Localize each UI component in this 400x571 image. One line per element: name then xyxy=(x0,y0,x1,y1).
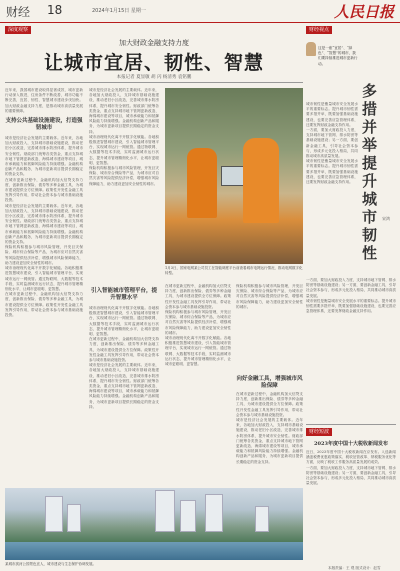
article-column xyxy=(89,88,159,284)
article-paragraph: 城市是经济社会发展的主要载体。近年来，各地加大财政投入，支持城市基础设施建设，推动老旧小区改造，完善城市排水防涝体系，提升城市安全韧性。财政部门统筹各类资金，重点支持城市地下管网更新改造、海绵城市建设等项目，城市承载能力和抵御风险能力持续增强。金融机构创新产品和服务，为城市更新项目提供长期稳定的资金支持。 xyxy=(236,418,303,464)
article-column xyxy=(89,306,159,484)
commentary-paragraph: 城市韧性是衡量城市安全发展水平的重要标志。提升城市韧性需要多措并举，既要加强基础设施建设，也要完善应急管理体系，还要发挥财政金融支持作用。 xyxy=(306,159,358,185)
article-kicker: 加大财政金融支持力度 xyxy=(119,39,189,47)
commentary-author: 宋鸿 xyxy=(382,216,390,221)
article-paragraph: 保险机构积极参与城市风险管理，开发巨灾保险、城市综合保险等产品，为城市应对自然灾害等风险提供经济补偿，增强城市风险保障能力，助力建设更加安全韧性的城市。 xyxy=(5,245,83,265)
commentary-paragraph: 一方面，要加大财政投入力度，支持城市地下管网、排水防涝等基础设施建设；另一方面，要创新金融工具，引导社会资本参与，形成多元化投入格局，共同推动城市高质量发展。 xyxy=(306,128,358,159)
worker-figure xyxy=(187,148,217,218)
pull-quote: 这是一座“宜居”、“绿色”、“智慧”的城市，我们要持续推进城市更新行动。 xyxy=(318,46,358,66)
article-byline: 本报记者 夏显敏 胡 闪 杨清秀 袁铭鹏 xyxy=(116,75,192,80)
news-flash-paragraph: 一方面，要加大财政投入力度，支持城市地下管网、排水防涝等基础设施建设；另一方面，要创新金融工具，引导社会资本参与，形成多元化投入格局，共同推动城市高质量发展。 xyxy=(306,465,396,486)
building xyxy=(180,500,196,532)
divider xyxy=(306,424,396,425)
building xyxy=(255,506,269,532)
article-paragraph: 城市是经济社会发展的主要载体。近年来，各地加大财政投入，支持城市基础设施建设，推动老旧小区改造，完善城市排水防涝体系，提升城市安全韧性。财政部门统筹各类资金，重点支持城市地下管网更新改造、海绵城市建设等项目，城市承载能力和抵御风险能力持续增强。金融机构创新产品和服务，为城市更新项目提供长期稳定的资金支持。 xyxy=(5,203,83,245)
sidebar-commentary xyxy=(306,26,396,570)
article-paragraph: 城市是经济社会发展的主要载体。近年来，各地加大财政投入，支持城市基础设施建设，推动老旧小区改造，完善城市排水防涝体系，提升城市安全韧性。财政部门统筹各类资金，重点支持城市地下管网更新改造、海绵城市建设等项目，城市承载能力和抵御风险能力持续增强。金融机构创新产品和服务，为城市更新项目提供长期稳定的资金支持。 xyxy=(5,136,83,177)
building xyxy=(67,504,81,532)
article-paragraph: 在城市更新过程中，金融机构加大信贷支持力度，创新推出保险、债券等多种金融工具，为城市建设提供全方位保障。政策性开发性金融工具发挥引导作用，带动社会资本参与城市基础设施投资。 xyxy=(236,392,303,417)
article-paragraph: 保险机构积极参与城市风险管理，开发巨灾保险、城市综合保险等产品，为城市应对自然灾害等风险提供经济补偿，增强城市风险保障能力，助力建设更加安全韧性的城市。 xyxy=(165,310,231,335)
subhead: 引入智能城市管理平台，提升智慧水平 xyxy=(90,288,157,301)
smart-grid-photo xyxy=(165,88,303,264)
article-column xyxy=(236,392,303,484)
commentary-paragraph: 城市韧性是衡量城市安全发展水平的重要标志。提升城市韧性需要多措并举，既要加强基础设施建设，也要完善应急管理体系，还要发挥财政金融支持作用。 xyxy=(306,298,396,314)
page-number: 18 xyxy=(47,3,63,17)
worker-figure xyxy=(243,138,279,223)
newspaper-logo: 人民日报 xyxy=(333,3,394,21)
article-column xyxy=(165,284,231,484)
article-paragraph: 城市治理现代化离不开数字化赋能。各地积极推进智慧城市建设，引入智能城市管理平台，实现城市运行一网统管。通过物联网、大数据等技术手段，实时监测城市运行状态，提升城市管理精细化水平，让城市更聪明、更智慧。 xyxy=(5,266,83,291)
building xyxy=(45,496,63,532)
section-tag: 财经短波 xyxy=(306,428,332,436)
building xyxy=(205,494,223,532)
main-article xyxy=(5,26,303,566)
divider xyxy=(5,82,303,83)
article-paragraph: 保险机构积极参与城市风险管理，开发巨灾保险、城市综合保险等产品，为城市应对自然灾害等风险提供经济补偿，增强城市风险保障能力，助力建设更加安全韧性的城市。 xyxy=(89,166,159,186)
article-intro: 近年来，我国城市建设取得显著成效，城市更新行动深入推进，住房条件不断改善，城市功能不断完善，宜居、韧性、智慧城市建设步伐加快。加大财政金融支持力度，是推动城市高质量发展的重要保障。 xyxy=(5,88,83,113)
page-header xyxy=(0,0,400,23)
article-paragraph: 城市治理现代化离不开数字化赋能。各地积极推进智慧城市建设，引入智能城市管理平台，实现城市运行一网统管。通过物联网、大数据等技术手段，实时监测城市运行状态，提升城市管理精细化水平，让城市更聪明、更智慧。 xyxy=(89,306,159,337)
article-paragraph: 城市是经济社会发展的主要载体。近年来，各地加大财政投入，支持城市基础设施建设，推动老旧小区改造，完善城市排水防涝体系，提升城市安全韧性。财政部门统筹各类资金，重点支持城市地下管网更新改造、海绵城市建设等项目，城市承载能力和抵御风险能力持续增强。金融机构创新产品和服务，为城市更新项目提供长期稳定的资金支持。 xyxy=(89,88,159,134)
building xyxy=(155,490,175,532)
commentary-paragraph: 一方面，要加大财政投入力度，支持城市地下管网、排水防涝等基础设施建设；另一方面，要创新金融工具，引导社会资本参与，形成多元化投入格局，共同推动城市高质量发展。 xyxy=(306,278,396,298)
commentary-column xyxy=(306,278,396,428)
subhead: 支持公共基础设施建设，打造强韧城市 xyxy=(5,118,83,132)
article-paragraph: 保险机构积极参与城市风险管理，开发巨灾保险、城市综合保险等产品，为城市应对自然灾害等风险提供经济补偿，增强城市风险保障能力，助力建设更加安全韧性的城市。 xyxy=(236,284,303,309)
section-tag: 深度观察 xyxy=(5,26,31,34)
article-paragraph: 城市治理现代化离不开数字化赋能。各地积极推进智慧城市建设，引入智能城市管理平台，实现城市运行一网统管。通过物联网、大数据等技术手段，实时监测城市运行状态，提升城市管理精细化水平，让城市更聪明、更智慧。 xyxy=(165,336,231,367)
article-headline: 让城市宜居、韧性、智慧 xyxy=(43,52,264,74)
news-flash-body xyxy=(306,450,396,562)
subhead: 向好金融工具，增强城市风险保障 xyxy=(236,376,303,389)
article-paragraph: 在城市更新过程中，金融机构加大信贷支持力度，创新推出保险、债券等多种金融工具，为城市建设提供全方位保障。政策性开发性金融工具发挥引导作用，带动社会资本参与城市基础设施投资。 xyxy=(89,337,159,363)
commentary-headline: 多措并举提升城市韧性 xyxy=(362,82,378,262)
article-paragraph: 在城市更新过程中，金融机构加大信贷支持力度，创新推出保险、债券等多种金融工具，为城市建设提供全方位保障。政策性开发性金融工具发挥引导作用，带动社会资本参与城市基础设施投资。 xyxy=(5,177,83,203)
city-riverside-photo xyxy=(5,488,303,560)
article-paragraph: 在城市更新过程中，金融机构加大信贷支持力度，创新推出保险、债券等多种金融工具，为城市建设提供全方位保障。政策性开发性金融工具发挥引导作用，带动社会资本参与城市基础设施投资。 xyxy=(165,284,231,309)
issue-date: 2024年1月15日 星期一 xyxy=(92,8,146,14)
article-paragraph: 在城市更新过程中，金融机构加大信贷支持力度，创新推出保险、债券等多种金融工具，为城市建设提供全方位保障。政策性开发性金融工具发挥引导作用，带动社会资本参与城市基础设施投资。 xyxy=(5,292,83,317)
author-portrait xyxy=(306,42,316,56)
news-flash-title: 2023年度中国十大税收新闻发布 xyxy=(314,441,388,447)
river xyxy=(5,542,303,560)
article-paragraph: 城市治理现代化离不开数字化赋能。各地积极推进智慧城市建设，引入智能城市管理平台，实现城市运行一网统管。通过物联网、大数据等技术手段，实时监测城市运行状态，提升城市管理精细化水平，让城市更聪明、更智慧。 xyxy=(89,134,159,165)
article-column xyxy=(236,284,303,374)
photo-caption: 某城市滨河公园景色宜人，城市建设与生态保护协调发展。 xyxy=(5,562,96,566)
commentary-paragraph: 城市韧性是衡量城市安全发展水平的重要标志。提升城市韧性需要多措并举，既要加强基础设施建设，也要完善应急管理体系，还要发挥财政金融支持作用。 xyxy=(306,102,358,127)
section-tag: 财经视点 xyxy=(306,26,332,34)
photo-caption: 1月3日，国家电网某公司员工在智能调度平台前查看城市电网运行情况，推动电网数字化转型。 xyxy=(165,266,303,275)
section-name: 财经 xyxy=(6,5,31,19)
news-flash-paragraph: 近日，2023年度中国十大税收新闻在京发布。入选新闻涵盖税费优惠政策落实、税收征管改革、纳税服务优化等方面，反映了税收工作服务高质量发展的成效。 xyxy=(306,450,396,465)
article-paragraph: 城市是经济社会发展的主要载体。近年来，各地加大财政投入，支持城市基础设施建设，推动老旧小区改造，完善城市排水防涝体系，提升城市安全韧性。财政部门统筹各类资金，重点支持城市地下管网更新改造、海绵城市建设等项目，城市承载能力和抵御风险能力持续增强。金融机构创新产品和服务，为城市更新项目提供长期稳定的资金支持。 xyxy=(89,363,159,409)
page-credits: 本版责编：王 观 版式设计：赵雪 xyxy=(328,566,381,570)
